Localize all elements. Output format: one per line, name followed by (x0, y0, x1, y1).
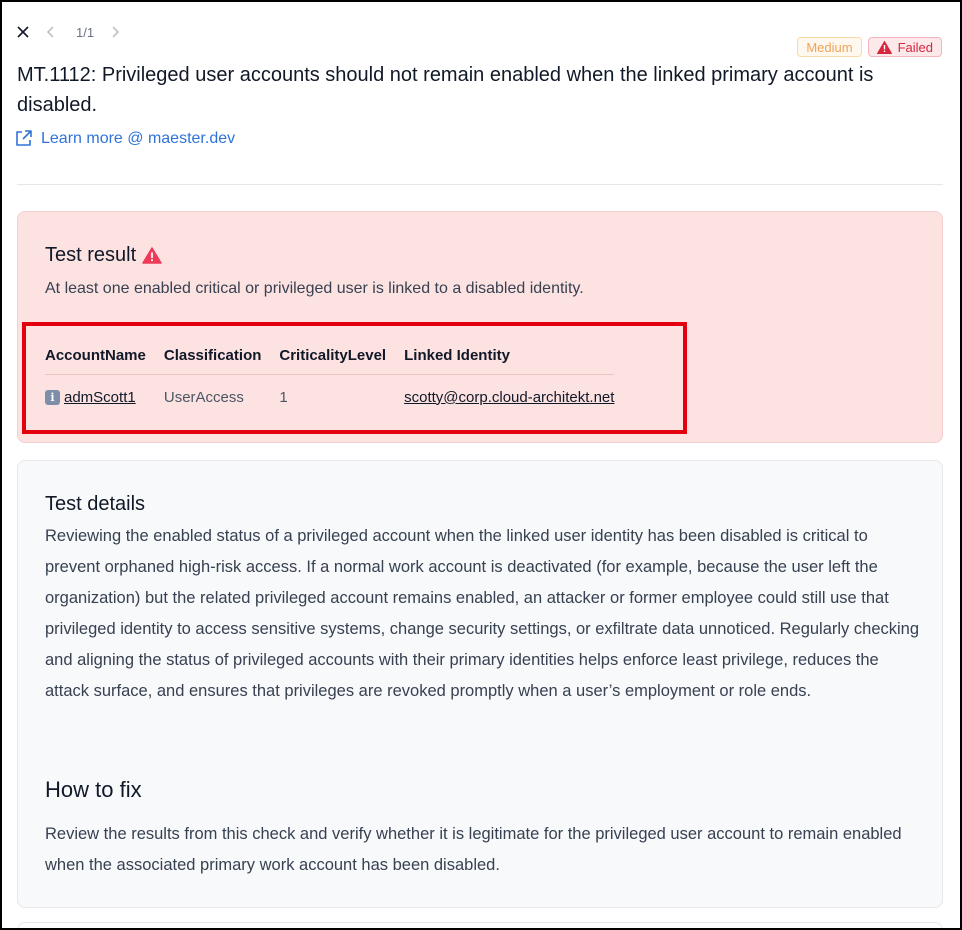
test-result-description: At least one enabled critical or privileged user is linked to a disabled identity. (45, 280, 584, 297)
pager-indicator: 1/1 (76, 24, 95, 40)
account-name-cell (45, 374, 164, 420)
test-details-card (17, 460, 943, 908)
chevron-right-icon (109, 25, 121, 39)
next-section-card (17, 922, 943, 930)
criticality-cell: 1 (279, 388, 288, 406)
previous-button[interactable] (40, 21, 62, 43)
next-button[interactable] (104, 21, 126, 43)
warning-triangle-icon (877, 41, 892, 54)
how-to-fix-heading: How to fix (45, 777, 142, 802)
how-to-fix-body: Review the results from this check and verify whether it is legitimate for the privileged user account to remain enabled when the associated primary work account has been disabled. (45, 825, 902, 874)
linked-identity-cell (404, 374, 614, 420)
test-result-header (45, 244, 162, 267)
column-header-criticality-level: CriticalityLevel (279, 338, 404, 374)
test-result-heading: Test result (45, 244, 137, 266)
test-details-body: Reviewing the enabled status of a privileged account when the linked user identity has been disabled is critical to prevent orphaned high-risk access. If a normal work account is deactivated (for example, because the user left the organization) but the related privileged account remains enabled, an attacker or former employee could still use that privileged identity to access sensitive systems, change security settings, or exfiltrate data unnoticed. Regularly checking and aligning the status of privileged accounts with their primary identities helps enforce least privilege, reduces the attack surface, and ensures that privileges are revoked promptly when a user’s employment or role ends. (45, 527, 920, 700)
account-name-link[interactable]: admScott1 (64, 388, 136, 406)
top-navigation (12, 20, 126, 44)
column-header-account-name: AccountName (45, 338, 164, 374)
status-badge-label: Failed (897, 39, 933, 55)
test-details-heading: Test details (45, 493, 146, 515)
close-button[interactable] (12, 21, 34, 43)
chevron-left-icon (45, 25, 57, 39)
close-icon (16, 25, 30, 39)
test-result-card (17, 211, 943, 443)
warning-triangle-icon (142, 247, 162, 264)
severity-badge: Medium (797, 37, 861, 57)
divider (17, 184, 943, 185)
learn-more-link[interactable] (14, 129, 235, 148)
column-header-classification: Classification (164, 338, 280, 374)
info-icon: i (45, 390, 60, 405)
result-table (45, 338, 614, 420)
column-header-linked-identity: Linked Identity (404, 338, 614, 374)
table-header-row (45, 338, 614, 374)
linked-identity-link[interactable]: scotty@corp.cloud-architekt.net (404, 388, 615, 406)
table-row (45, 374, 614, 420)
status-badge (868, 37, 942, 57)
external-link-icon (14, 129, 33, 148)
status-badges (797, 37, 942, 57)
learn-more-label: Learn more @ maester.dev (41, 129, 236, 147)
page-title: MT.1112: Privileged user accounts should not remain enabled when the linked primary account is disabled. (17, 64, 874, 116)
classification-cell: UserAccess (163, 388, 244, 406)
